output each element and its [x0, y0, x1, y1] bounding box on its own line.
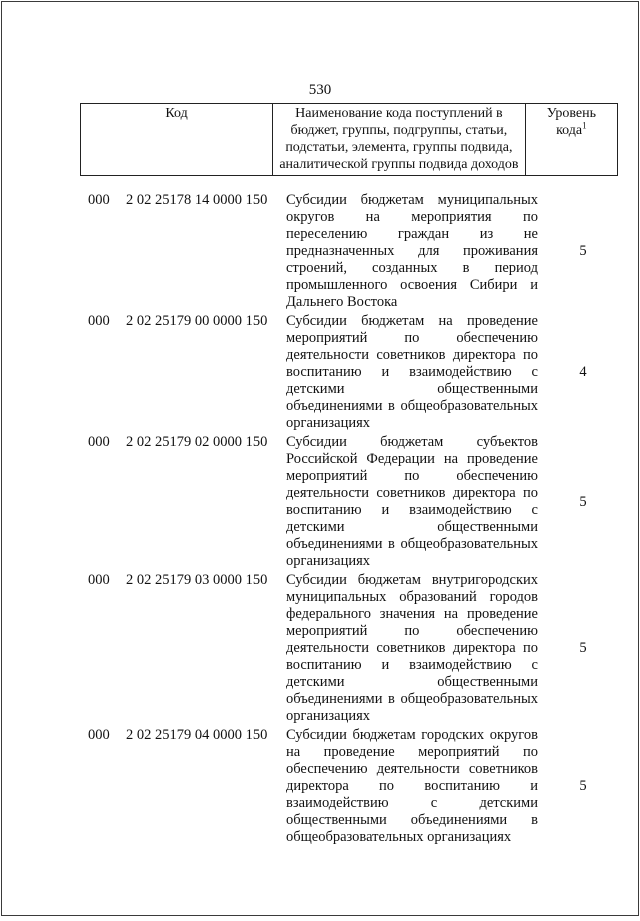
row-prefix: 000: [88, 572, 110, 588]
table-header: [80, 103, 618, 176]
row-code: 2 02 25179 00 0000 150: [126, 313, 268, 329]
row-prefix: 000: [88, 727, 110, 743]
code-table-body: [88, 192, 618, 848]
row-name: Субсидии бюджетам внутригородских муниципальных образований городов федерального значения на проведение мероприятий по обеспечению деятельности советников директора по воспитанию и взаимодействию с детскими общественными объединениями в общеобразовательных организациях: [286, 572, 538, 724]
row-level-value: 5: [579, 493, 587, 510]
row-level-value: 5: [579, 243, 587, 259]
row-level: [538, 572, 618, 725]
row-name: Субсидии бюджетам на проведение мероприятий по обеспечению деятельности советников директора по воспитанию и взаимодействию с детскими общественными объединениями в общеобразовательных организациях: [286, 313, 538, 431]
row-name: Субсидии бюджетам субъектов Российской Федерации на проведение мероприятий по обеспечению деятельности советников директора по воспитанию и взаимодействию с детскими общественными объединениями в общеобразовательных организациях: [286, 434, 538, 569]
row-level-value: 4: [579, 364, 587, 380]
header-level-label: Уровень кода: [546, 106, 596, 138]
row-prefix: 000: [88, 192, 110, 208]
row-name: Субсидии бюджетам городских округов на проведение мероприятий по обеспечению деятельности советников директора по воспитанию и взаимодействию с детскими общественными объединениями в общеобразовательных организациях: [286, 727, 538, 845]
table-row: [88, 192, 618, 311]
header-code: Код: [81, 104, 273, 176]
row-level: [538, 313, 618, 432]
row-level-value: 5: [579, 640, 587, 656]
header-name: Наименование кода поступлений в бюджет, группы, подгруппы, статьи, подстатьи, элемента, группы подвида, аналитической группы подвида доходов: [273, 104, 526, 176]
header-level: [525, 104, 617, 176]
row-code: 2 02 25179 03 0000 150: [126, 572, 268, 588]
row-level-value: 5: [579, 778, 587, 794]
row-code: 2 02 25179 04 0000 150: [126, 727, 268, 743]
table-row: [88, 313, 618, 432]
row-level: [538, 727, 618, 846]
row-name: Субсидии бюджетам муниципальных округов на мероприятия по переселению граждан из не предназначенных для проживания строений, созданных в период промышленного освоения Сибири и Дальнего Востока: [286, 192, 538, 310]
row-prefix: 000: [88, 434, 110, 450]
header-level-footnote: 1: [582, 120, 587, 131]
table-row: [88, 572, 618, 725]
page-number: 530: [308, 82, 332, 98]
row-level: [538, 192, 618, 311]
row-code: 2 02 25178 14 0000 150: [126, 192, 268, 208]
row-prefix: 000: [88, 313, 110, 329]
table-row: [88, 434, 618, 570]
table-row: [88, 727, 618, 846]
row-code: 2 02 25179 02 0000 150: [126, 434, 268, 450]
row-level: [538, 434, 618, 570]
